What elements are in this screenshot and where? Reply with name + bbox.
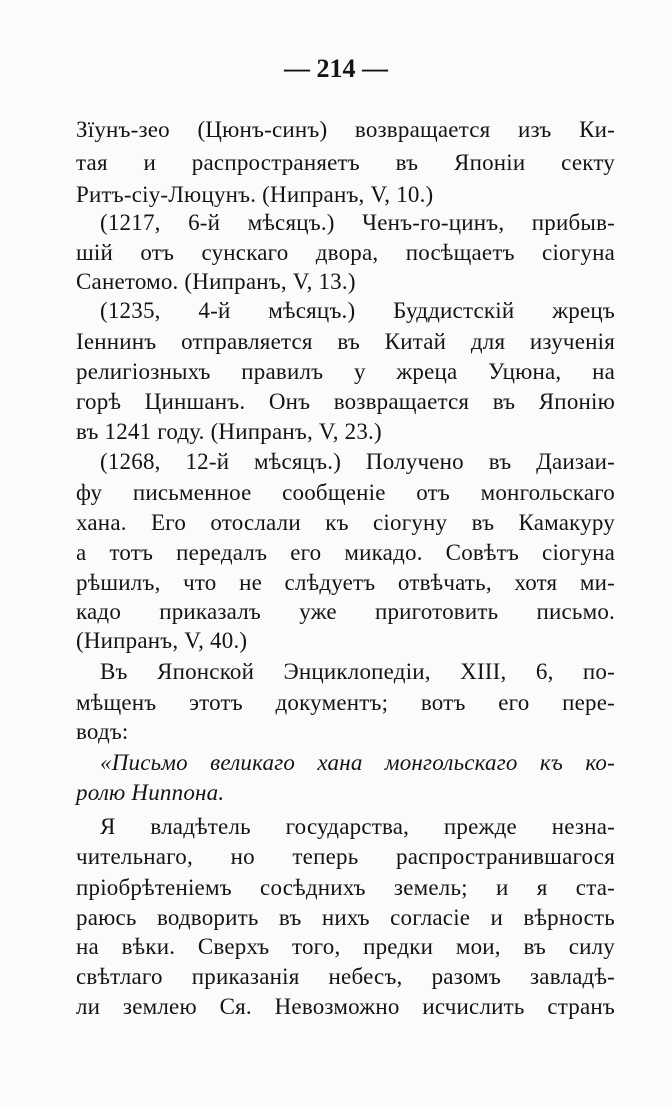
text-line: свѣтлаго приказанія небесъ, разомъ завладѣ-	[76, 964, 615, 989]
text-line: (Нипранъ, V, 40.)	[76, 628, 248, 653]
text-line: (1235, 4-й мѣсяцъ.) Буддистскій жрецъ	[100, 298, 615, 323]
page-number: — 214 —	[284, 54, 388, 83]
text-line: чительнаго, но теперь распространившагося	[76, 844, 615, 869]
text-line: Зїунъ-зео (Цюнъ-синъ) возвращается изъ Ки-	[76, 117, 615, 142]
text-line: водъ:	[76, 719, 129, 744]
text-line: на вѣки. Сверхъ того, предки мои, въ силу	[76, 934, 615, 959]
text-line: а тотъ передалъ его микадо. Совѣтъ сіогуна	[76, 540, 615, 565]
text-line: Я владѣтель государства, прежде незна-	[100, 814, 615, 839]
text-line: ли землею Ся. Невозможно исчислить странъ	[76, 994, 615, 1019]
text-line: Въ Японской Энциклопедіи, XIII, 6, по-	[100, 659, 615, 684]
text-line: въ 1241 году. (Нипранъ, V, 23.)	[76, 419, 382, 444]
text-line: кадо приказалъ уже приготовить письмо.	[76, 599, 615, 624]
text-line: шій отъ сунскаго двора, посѣщаетъ сіогуна	[76, 240, 615, 265]
letter-title-line: ролю Ниппона.	[76, 780, 225, 805]
text-line: религіозныхъ правилъ у жреца Уцюна, на	[76, 359, 615, 384]
text-line: хана. Его отослали къ сіогуну въ Камакуру	[76, 510, 615, 535]
text-line: (1268, 12-й мѣсяцъ.) Получено въ Даизаи-	[100, 449, 615, 474]
text-line: Іеннинъ отправляется въ Китай для изученія	[76, 329, 615, 354]
text-line: фу письменное сообщеніе отъ монгольскаго	[76, 480, 615, 505]
text-line: тая и распространяетъ въ Японіи секту	[76, 150, 615, 175]
text-line: рѣшилъ, что не слѣдуетъ отвѣчать, хотя ми-	[76, 570, 615, 595]
text-line: Санетомо. (Нипранъ, V, 13.)	[76, 269, 356, 294]
letter-title-line: «Письмо великаго хана монгольскаго къ ко-	[100, 750, 615, 775]
text-line: Ритъ-сіу-Люцунъ. (Нипранъ, V, 10.)	[76, 182, 434, 207]
text-line: горѣ Циншанъ. Онъ возвращается въ Японію	[76, 389, 615, 414]
text-line: (1217, 6-й мѣсяцъ.) Ченъ-го-цинъ, прибыв-	[100, 210, 615, 235]
text-line: раюсь водворить въ нихъ согласіе и вѣрность	[76, 905, 615, 930]
text-line: мѣщенъ этотъ документъ; вотъ его пере-	[76, 690, 615, 715]
text-line: пріобрѣтеніемъ сосѣднихъ земель; и я ста-	[76, 875, 615, 900]
